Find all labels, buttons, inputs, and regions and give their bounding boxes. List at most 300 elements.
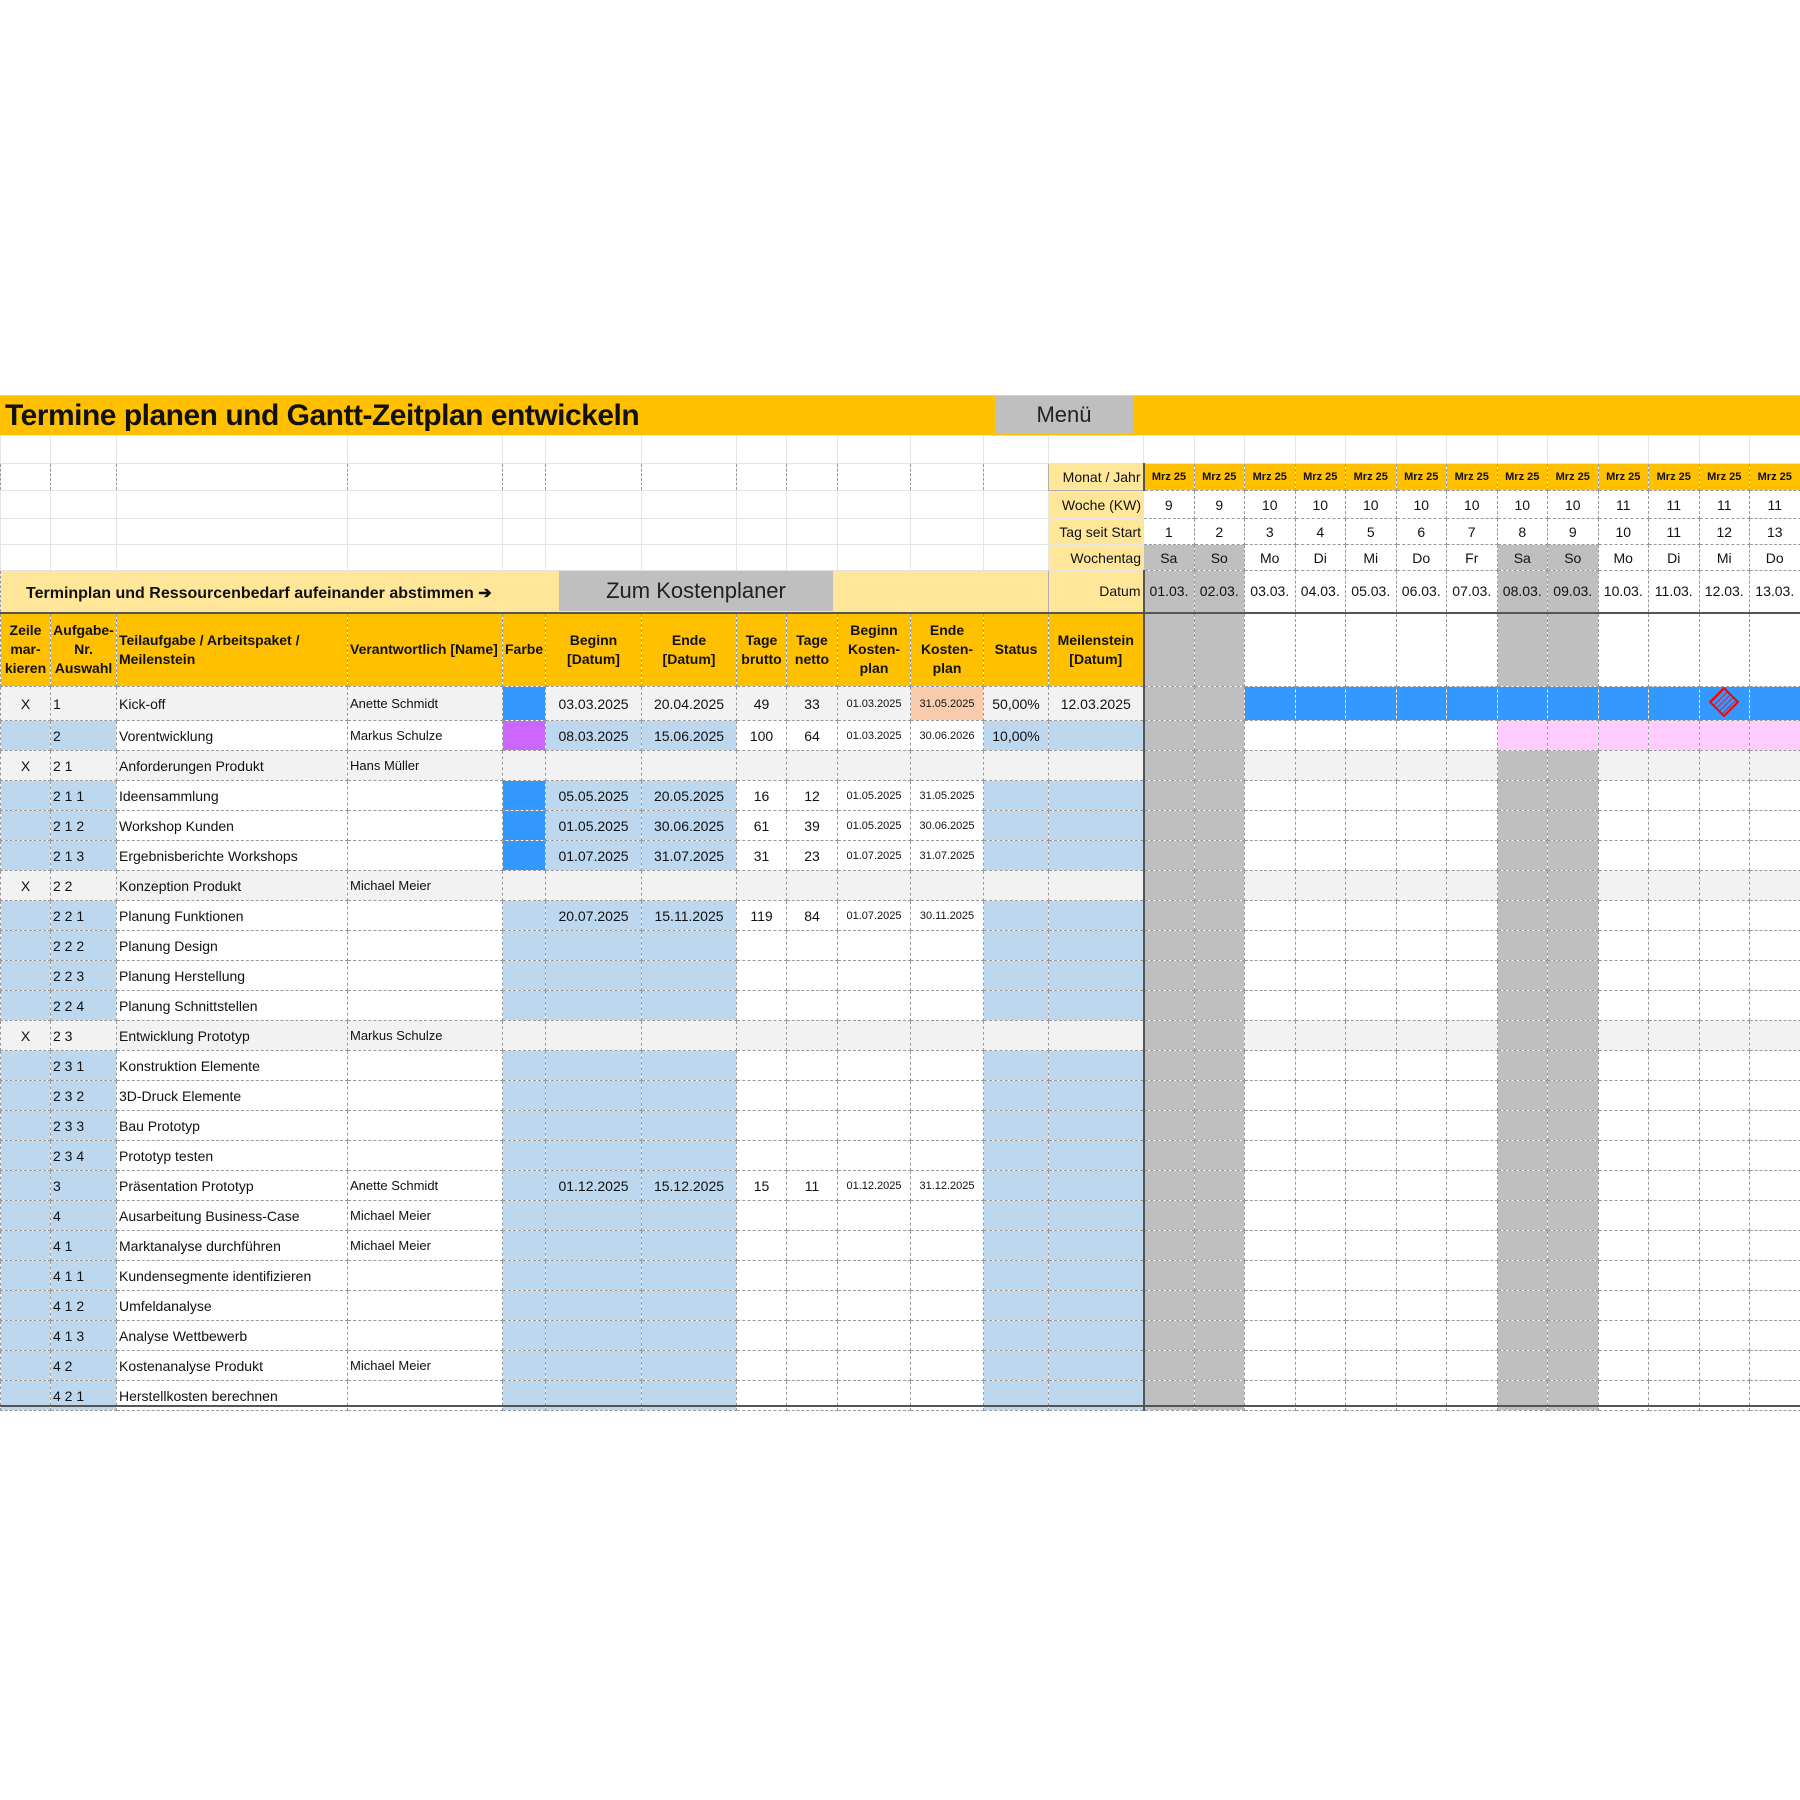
days-gross[interactable]: 100 bbox=[737, 721, 787, 751]
empty-cell[interactable] bbox=[503, 491, 546, 519]
end-date[interactable] bbox=[642, 1081, 737, 1111]
mark-cell[interactable] bbox=[1, 1171, 51, 1201]
days-net[interactable]: 11 bbox=[787, 1171, 838, 1201]
milestone-date[interactable] bbox=[1049, 1351, 1144, 1381]
cost-end[interactable] bbox=[911, 1261, 984, 1291]
end-date[interactable]: 20.04.2025 bbox=[642, 687, 737, 721]
status[interactable] bbox=[984, 961, 1049, 991]
begin-date[interactable]: 01.05.2025 bbox=[546, 811, 642, 841]
empty-cell[interactable] bbox=[1144, 436, 1195, 464]
cost-end[interactable] bbox=[911, 1291, 984, 1321]
days-gross[interactable] bbox=[737, 1201, 787, 1231]
empty-cell[interactable] bbox=[348, 545, 503, 571]
empty-cell[interactable] bbox=[642, 519, 737, 545]
end-date[interactable] bbox=[642, 1201, 737, 1231]
responsible[interactable] bbox=[348, 811, 503, 841]
begin-date[interactable] bbox=[546, 1081, 642, 1111]
responsible[interactable]: Michael Meier bbox=[348, 1351, 503, 1381]
milestone-date[interactable] bbox=[1049, 1081, 1144, 1111]
empty-cell[interactable] bbox=[51, 491, 117, 519]
cost-begin[interactable]: 01.05.2025 bbox=[838, 811, 911, 841]
days-gross[interactable] bbox=[737, 991, 787, 1021]
responsible[interactable] bbox=[348, 901, 503, 931]
empty-cell[interactable] bbox=[737, 545, 787, 571]
status[interactable] bbox=[984, 1321, 1049, 1351]
mark-cell[interactable] bbox=[1, 1201, 51, 1231]
mark-cell[interactable] bbox=[1, 721, 51, 751]
empty-cell[interactable] bbox=[1, 545, 51, 571]
empty-cell[interactable] bbox=[546, 464, 642, 491]
begin-date[interactable] bbox=[546, 871, 642, 901]
cost-end[interactable] bbox=[911, 1021, 984, 1051]
status[interactable] bbox=[984, 811, 1049, 841]
responsible[interactable] bbox=[348, 1051, 503, 1081]
empty-cell[interactable] bbox=[117, 519, 348, 545]
empty-cell[interactable] bbox=[546, 519, 642, 545]
days-net[interactable] bbox=[787, 1231, 838, 1261]
status[interactable] bbox=[984, 871, 1049, 901]
milestone-date[interactable] bbox=[1049, 721, 1144, 751]
status[interactable] bbox=[984, 781, 1049, 811]
milestone-date[interactable] bbox=[1049, 1021, 1144, 1051]
empty-cell[interactable] bbox=[984, 545, 1049, 571]
task-name[interactable]: Marktanalyse durchführen bbox=[117, 1231, 348, 1261]
cost-begin[interactable] bbox=[838, 1081, 911, 1111]
begin-date[interactable] bbox=[546, 1291, 642, 1321]
cost-begin[interactable]: 01.05.2025 bbox=[838, 781, 911, 811]
days-net[interactable] bbox=[787, 1261, 838, 1291]
cost-begin[interactable] bbox=[838, 1141, 911, 1171]
cost-begin[interactable] bbox=[838, 751, 911, 781]
empty-cell[interactable] bbox=[642, 545, 737, 571]
empty-cell[interactable] bbox=[838, 545, 911, 571]
responsible[interactable]: Markus Schulze bbox=[348, 721, 503, 751]
status[interactable] bbox=[984, 1051, 1049, 1081]
end-date[interactable] bbox=[642, 1111, 737, 1141]
status[interactable]: 50,00% bbox=[984, 687, 1049, 721]
cost-begin[interactable] bbox=[838, 1021, 911, 1051]
cost-begin[interactable]: 01.07.2025 bbox=[838, 841, 911, 871]
begin-date[interactable]: 08.03.2025 bbox=[546, 721, 642, 751]
empty-cell[interactable] bbox=[838, 519, 911, 545]
days-gross[interactable] bbox=[737, 1291, 787, 1321]
mark-cell[interactable] bbox=[1, 1351, 51, 1381]
task-name[interactable]: Prototyp testen bbox=[117, 1141, 348, 1171]
cost-begin[interactable] bbox=[838, 1351, 911, 1381]
days-net[interactable] bbox=[787, 991, 838, 1021]
responsible[interactable] bbox=[348, 991, 503, 1021]
task-name[interactable]: Herstellkosten berechnen bbox=[117, 1381, 348, 1411]
task-number[interactable]: 2 2 4 bbox=[51, 991, 117, 1021]
days-net[interactable] bbox=[787, 961, 838, 991]
responsible[interactable] bbox=[348, 931, 503, 961]
days-net[interactable] bbox=[787, 931, 838, 961]
status[interactable] bbox=[984, 901, 1049, 931]
mark-cell[interactable]: X bbox=[1, 1021, 51, 1051]
empty-cell[interactable] bbox=[1, 491, 51, 519]
mark-cell[interactable] bbox=[1, 961, 51, 991]
days-gross[interactable]: 49 bbox=[737, 687, 787, 721]
begin-date[interactable] bbox=[546, 1351, 642, 1381]
task-name[interactable]: Kostenanalyse Produkt bbox=[117, 1351, 348, 1381]
task-number[interactable]: 2 2 bbox=[51, 871, 117, 901]
milestone-date[interactable] bbox=[1049, 781, 1144, 811]
empty-cell[interactable] bbox=[838, 491, 911, 519]
cost-end[interactable] bbox=[911, 751, 984, 781]
cost-begin[interactable] bbox=[838, 991, 911, 1021]
responsible[interactable]: Anette Schmidt bbox=[348, 687, 503, 721]
empty-cell[interactable] bbox=[503, 545, 546, 571]
days-gross[interactable] bbox=[737, 1081, 787, 1111]
days-gross[interactable] bbox=[737, 1321, 787, 1351]
mark-cell[interactable] bbox=[1, 1321, 51, 1351]
empty-cell[interactable] bbox=[51, 545, 117, 571]
responsible[interactable]: Hans Müller bbox=[348, 751, 503, 781]
empty-cell[interactable] bbox=[348, 519, 503, 545]
empty-cell[interactable] bbox=[787, 436, 838, 464]
cost-end[interactable] bbox=[911, 1081, 984, 1111]
status[interactable] bbox=[984, 1171, 1049, 1201]
milestone-date[interactable] bbox=[1049, 751, 1144, 781]
cost-end[interactable]: 31.12.2025 bbox=[911, 1171, 984, 1201]
days-net[interactable] bbox=[787, 1111, 838, 1141]
empty-cell[interactable] bbox=[117, 491, 348, 519]
empty-cell[interactable] bbox=[546, 491, 642, 519]
days-net[interactable] bbox=[787, 871, 838, 901]
empty-cell[interactable] bbox=[117, 545, 348, 571]
empty-cell[interactable] bbox=[984, 519, 1049, 545]
mark-cell[interactable] bbox=[1, 991, 51, 1021]
status[interactable] bbox=[984, 841, 1049, 871]
status[interactable] bbox=[984, 1351, 1049, 1381]
responsible[interactable]: Michael Meier bbox=[348, 871, 503, 901]
empty-cell[interactable] bbox=[51, 436, 117, 464]
status[interactable] bbox=[984, 1231, 1049, 1261]
begin-date[interactable] bbox=[546, 961, 642, 991]
responsible[interactable]: Anette Schmidt bbox=[348, 1171, 503, 1201]
end-date[interactable] bbox=[642, 1321, 737, 1351]
empty-cell[interactable] bbox=[1, 464, 51, 491]
end-date[interactable]: 15.06.2025 bbox=[642, 721, 737, 751]
status[interactable] bbox=[984, 931, 1049, 961]
end-date[interactable] bbox=[642, 1021, 737, 1051]
milestone-date[interactable] bbox=[1049, 961, 1144, 991]
days-net[interactable]: 23 bbox=[787, 841, 838, 871]
end-date[interactable] bbox=[642, 961, 737, 991]
task-number[interactable]: 4 1 2 bbox=[51, 1291, 117, 1321]
mark-cell[interactable]: X bbox=[1, 751, 51, 781]
begin-date[interactable] bbox=[546, 931, 642, 961]
task-number[interactable]: 4 bbox=[51, 1201, 117, 1231]
status[interactable] bbox=[984, 1111, 1049, 1141]
begin-date[interactable] bbox=[546, 1231, 642, 1261]
cost-end[interactable] bbox=[911, 1321, 984, 1351]
task-name[interactable]: Konzeption Produkt bbox=[117, 871, 348, 901]
mark-cell[interactable] bbox=[1, 811, 51, 841]
menu-button[interactable]: Menü bbox=[995, 396, 1133, 434]
begin-date[interactable]: 01.12.2025 bbox=[546, 1171, 642, 1201]
cost-end[interactable] bbox=[911, 1111, 984, 1141]
empty-cell[interactable] bbox=[1699, 436, 1750, 464]
status[interactable] bbox=[984, 1081, 1049, 1111]
end-date[interactable] bbox=[642, 871, 737, 901]
task-name[interactable]: Analyse Wettbewerb bbox=[117, 1321, 348, 1351]
status[interactable] bbox=[984, 991, 1049, 1021]
cost-begin[interactable] bbox=[838, 1201, 911, 1231]
responsible[interactable] bbox=[348, 841, 503, 871]
responsible[interactable]: Markus Schulze bbox=[348, 1021, 503, 1051]
begin-date[interactable]: 01.07.2025 bbox=[546, 841, 642, 871]
task-number[interactable]: 4 1 1 bbox=[51, 1261, 117, 1291]
responsible[interactable] bbox=[348, 1261, 503, 1291]
empty-cell[interactable] bbox=[787, 545, 838, 571]
begin-date[interactable] bbox=[546, 1141, 642, 1171]
begin-date[interactable] bbox=[546, 991, 642, 1021]
empty-cell[interactable] bbox=[51, 519, 117, 545]
empty-cell[interactable] bbox=[546, 436, 642, 464]
milestone-date[interactable] bbox=[1049, 991, 1144, 1021]
cost-begin[interactable] bbox=[838, 1261, 911, 1291]
empty-cell[interactable] bbox=[642, 436, 737, 464]
cost-begin[interactable]: 01.07.2025 bbox=[838, 901, 911, 931]
cost-end[interactable] bbox=[911, 871, 984, 901]
days-gross[interactable]: 31 bbox=[737, 841, 787, 871]
mark-cell[interactable]: X bbox=[1, 871, 51, 901]
cost-end[interactable] bbox=[911, 1051, 984, 1081]
cost-begin[interactable] bbox=[838, 871, 911, 901]
empty-cell[interactable] bbox=[1, 436, 51, 464]
days-gross[interactable] bbox=[737, 1141, 787, 1171]
task-number[interactable]: 2 1 bbox=[51, 751, 117, 781]
empty-cell[interactable] bbox=[348, 491, 503, 519]
task-number[interactable]: 4 2 bbox=[51, 1351, 117, 1381]
empty-cell[interactable] bbox=[787, 491, 838, 519]
cost-end[interactable] bbox=[911, 1351, 984, 1381]
days-gross[interactable] bbox=[737, 751, 787, 781]
cost-end[interactable] bbox=[911, 991, 984, 1021]
task-name[interactable]: Workshop Kunden bbox=[117, 811, 348, 841]
cost-end[interactable] bbox=[911, 1201, 984, 1231]
empty-cell[interactable] bbox=[737, 519, 787, 545]
cost-end[interactable] bbox=[911, 1231, 984, 1261]
cost-end[interactable]: 30.11.2025 bbox=[911, 901, 984, 931]
days-gross[interactable] bbox=[737, 1021, 787, 1051]
responsible[interactable] bbox=[348, 1141, 503, 1171]
empty-cell[interactable] bbox=[1750, 436, 1800, 464]
end-date[interactable] bbox=[642, 1231, 737, 1261]
cost-end[interactable]: 31.05.2025 bbox=[911, 687, 984, 721]
empty-cell[interactable] bbox=[642, 491, 737, 519]
empty-cell[interactable] bbox=[503, 464, 546, 491]
task-name[interactable]: Ideensammlung bbox=[117, 781, 348, 811]
mark-cell[interactable] bbox=[1, 931, 51, 961]
task-number[interactable]: 2 3 2 bbox=[51, 1081, 117, 1111]
days-net[interactable]: 84 bbox=[787, 901, 838, 931]
empty-cell[interactable] bbox=[737, 436, 787, 464]
days-net[interactable] bbox=[787, 1291, 838, 1321]
days-net[interactable] bbox=[787, 1321, 838, 1351]
begin-date[interactable] bbox=[546, 1051, 642, 1081]
empty-cell[interactable] bbox=[1548, 436, 1599, 464]
days-net[interactable] bbox=[787, 1141, 838, 1171]
mark-cell[interactable] bbox=[1, 1141, 51, 1171]
status[interactable] bbox=[984, 1291, 1049, 1321]
cost-begin[interactable]: 01.12.2025 bbox=[838, 1171, 911, 1201]
milestone-date[interactable]: 12.03.2025 bbox=[1049, 687, 1144, 721]
mark-cell[interactable]: X bbox=[1, 687, 51, 721]
cost-end[interactable] bbox=[911, 961, 984, 991]
days-net[interactable] bbox=[787, 1081, 838, 1111]
mark-cell[interactable] bbox=[1, 901, 51, 931]
cost-end[interactable]: 30.06.2025 bbox=[911, 811, 984, 841]
milestone-date[interactable] bbox=[1049, 871, 1144, 901]
status[interactable] bbox=[984, 751, 1049, 781]
responsible[interactable] bbox=[348, 961, 503, 991]
end-date[interactable]: 15.11.2025 bbox=[642, 901, 737, 931]
empty-cell[interactable] bbox=[911, 545, 984, 571]
task-number[interactable]: 2 2 1 bbox=[51, 901, 117, 931]
end-date[interactable]: 20.05.2025 bbox=[642, 781, 737, 811]
task-name[interactable]: Präsentation Prototyp bbox=[117, 1171, 348, 1201]
task-name[interactable]: Planung Schnittstellen bbox=[117, 991, 348, 1021]
empty-cell[interactable] bbox=[117, 464, 348, 491]
status[interactable]: 10,00% bbox=[984, 721, 1049, 751]
empty-cell[interactable] bbox=[503, 519, 546, 545]
empty-cell[interactable] bbox=[1447, 436, 1498, 464]
empty-cell[interactable] bbox=[348, 464, 503, 491]
milestone-date[interactable] bbox=[1049, 1291, 1144, 1321]
days-gross[interactable]: 15 bbox=[737, 1171, 787, 1201]
begin-date[interactable]: 05.05.2025 bbox=[546, 781, 642, 811]
task-number[interactable]: 1 bbox=[51, 687, 117, 721]
days-gross[interactable] bbox=[737, 1231, 787, 1261]
milestone-date[interactable] bbox=[1049, 841, 1144, 871]
kostenplaner-button[interactable]: Zum Kostenplaner bbox=[559, 571, 833, 611]
empty-cell[interactable] bbox=[984, 491, 1049, 519]
status[interactable] bbox=[984, 1021, 1049, 1051]
cost-begin[interactable] bbox=[838, 1111, 911, 1141]
empty-cell[interactable] bbox=[1598, 436, 1649, 464]
task-name[interactable]: Bau Prototyp bbox=[117, 1111, 348, 1141]
cost-end[interactable]: 31.07.2025 bbox=[911, 841, 984, 871]
days-net[interactable] bbox=[787, 1201, 838, 1231]
empty-cell[interactable] bbox=[787, 519, 838, 545]
task-number[interactable]: 3 bbox=[51, 1171, 117, 1201]
cost-begin[interactable] bbox=[838, 1291, 911, 1321]
responsible[interactable]: Michael Meier bbox=[348, 1201, 503, 1231]
mark-cell[interactable] bbox=[1, 781, 51, 811]
begin-date[interactable] bbox=[546, 1261, 642, 1291]
empty-cell[interactable] bbox=[1049, 436, 1144, 464]
begin-date[interactable] bbox=[546, 751, 642, 781]
milestone-date[interactable] bbox=[1049, 1111, 1144, 1141]
task-number[interactable]: 2 3 bbox=[51, 1021, 117, 1051]
task-number[interactable]: 2 1 2 bbox=[51, 811, 117, 841]
cost-end[interactable] bbox=[911, 1141, 984, 1171]
responsible[interactable] bbox=[348, 1321, 503, 1351]
responsible[interactable]: Michael Meier bbox=[348, 1231, 503, 1261]
task-number[interactable]: 2 1 1 bbox=[51, 781, 117, 811]
milestone-date[interactable] bbox=[1049, 1141, 1144, 1171]
empty-cell[interactable] bbox=[838, 436, 911, 464]
task-number[interactable]: 2 2 2 bbox=[51, 931, 117, 961]
empty-cell[interactable] bbox=[51, 464, 117, 491]
task-number[interactable]: 2 bbox=[51, 721, 117, 751]
days-gross[interactable] bbox=[737, 871, 787, 901]
empty-cell[interactable] bbox=[737, 491, 787, 519]
empty-cell[interactable] bbox=[838, 464, 911, 491]
task-name[interactable]: Planung Funktionen bbox=[117, 901, 348, 931]
milestone-date[interactable] bbox=[1049, 1171, 1144, 1201]
days-gross[interactable] bbox=[737, 931, 787, 961]
days-gross[interactable] bbox=[737, 1351, 787, 1381]
task-name[interactable]: Kundensegmente identifizieren bbox=[117, 1261, 348, 1291]
empty-cell[interactable] bbox=[911, 436, 984, 464]
days-gross[interactable] bbox=[737, 1111, 787, 1141]
milestone-date[interactable] bbox=[1049, 1201, 1144, 1231]
days-gross[interactable] bbox=[737, 1051, 787, 1081]
task-name[interactable]: Vorentwicklung bbox=[117, 721, 348, 751]
empty-cell[interactable] bbox=[642, 464, 737, 491]
mark-cell[interactable] bbox=[1, 1111, 51, 1141]
empty-cell[interactable] bbox=[911, 491, 984, 519]
days-gross[interactable]: 16 bbox=[737, 781, 787, 811]
cost-begin[interactable] bbox=[838, 931, 911, 961]
task-name[interactable]: Kick-off bbox=[117, 687, 348, 721]
mark-cell[interactable] bbox=[1, 1261, 51, 1291]
begin-date[interactable]: 20.07.2025 bbox=[546, 901, 642, 931]
empty-cell[interactable] bbox=[911, 519, 984, 545]
task-number[interactable]: 2 3 1 bbox=[51, 1051, 117, 1081]
milestone-date[interactable] bbox=[1049, 931, 1144, 961]
days-net[interactable]: 12 bbox=[787, 781, 838, 811]
cost-begin[interactable] bbox=[838, 1051, 911, 1081]
empty-cell[interactable] bbox=[1295, 436, 1346, 464]
responsible[interactable] bbox=[348, 1291, 503, 1321]
mark-cell[interactable] bbox=[1, 1231, 51, 1261]
begin-date[interactable] bbox=[546, 1021, 642, 1051]
days-net[interactable] bbox=[787, 1051, 838, 1081]
mark-cell[interactable] bbox=[1, 1051, 51, 1081]
empty-cell[interactable] bbox=[1396, 436, 1447, 464]
cost-end[interactable]: 30.06.2026 bbox=[911, 721, 984, 751]
begin-date[interactable] bbox=[546, 1111, 642, 1141]
cost-begin[interactable]: 01.03.2025 bbox=[838, 687, 911, 721]
empty-cell[interactable] bbox=[348, 436, 503, 464]
end-date[interactable] bbox=[642, 1051, 737, 1081]
empty-cell[interactable] bbox=[503, 436, 546, 464]
cost-begin[interactable] bbox=[838, 1321, 911, 1351]
days-gross[interactable]: 119 bbox=[737, 901, 787, 931]
days-gross[interactable]: 61 bbox=[737, 811, 787, 841]
task-name[interactable]: Ergebnisberichte Workshops bbox=[117, 841, 348, 871]
task-name[interactable]: Ausarbeitung Business-Case bbox=[117, 1201, 348, 1231]
days-net[interactable]: 33 bbox=[787, 687, 838, 721]
end-date[interactable] bbox=[642, 1261, 737, 1291]
cost-begin[interactable] bbox=[838, 1231, 911, 1261]
end-date[interactable] bbox=[642, 1291, 737, 1321]
end-date[interactable] bbox=[642, 931, 737, 961]
milestone-date[interactable] bbox=[1049, 901, 1144, 931]
status[interactable] bbox=[984, 1201, 1049, 1231]
empty-cell[interactable] bbox=[787, 464, 838, 491]
task-name[interactable]: Konstruktion Elemente bbox=[117, 1051, 348, 1081]
begin-date[interactable] bbox=[546, 1321, 642, 1351]
days-net[interactable]: 39 bbox=[787, 811, 838, 841]
task-number[interactable]: 4 1 bbox=[51, 1231, 117, 1261]
begin-date[interactable]: 03.03.2025 bbox=[546, 687, 642, 721]
milestone-date[interactable] bbox=[1049, 1051, 1144, 1081]
